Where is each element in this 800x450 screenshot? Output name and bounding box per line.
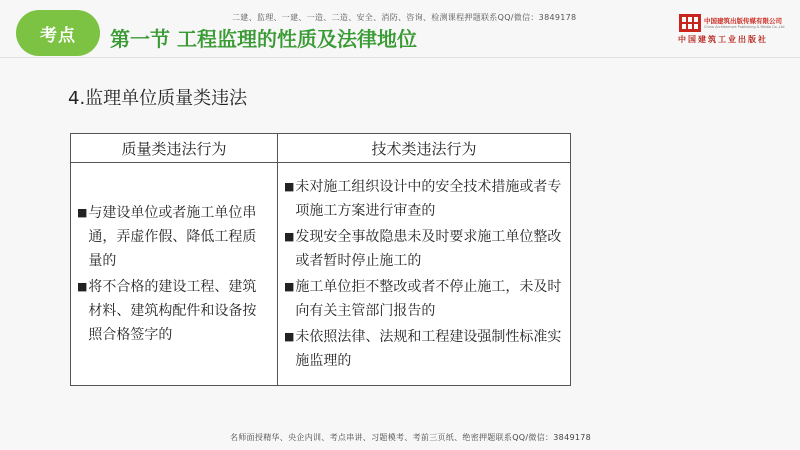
kaodian-badge [16,10,100,56]
list-item-text: 将不合格的建设工程、建筑材料、建筑构配件和设备按照合格签字的 [88,279,257,343]
content-subheading: 4.监理单位质量类违法 [68,88,248,109]
square-bullet-icon: ■ [284,330,295,343]
square-bullet-icon: ■ [284,280,295,293]
list-item [284,175,566,223]
square-bullet-icon: ■ [77,206,88,219]
list-item [77,275,269,347]
quality-violations-list [71,201,277,347]
publisher-emblem-icon [678,13,702,33]
list-item-text: 施工单位拒不整改或者不停止施工，未及时向有关主管部门报告的 [295,279,562,319]
publisher-english-name: China Architecture Publishing & Media Co.,Ltd [704,25,785,29]
list-item [284,325,566,373]
technical-violations-list [278,175,570,373]
list-item-text: 发现安全事故隐患未及时要求施工单位整改或者暂时停止施工的 [295,229,562,269]
footer-banner: 名师面授精华、央企内训、考点串讲、习题模考、考前三页纸、绝密押题联系QQ/微信：3849178 [230,433,592,442]
header-banner: 二建、监理、一建、一造、二造、安全、消防、咨询、检测课程押题联系QQ/微信：3849178 [232,13,577,22]
section-title: 第一节 工程监理的性质及法律地位 [110,27,417,51]
header-quality-violations: 质量类违法行为 [71,134,278,163]
header-technical-violations: 技术类违法行为 [278,134,571,163]
publisher-name: 中国建筑出版传媒有限公司 [704,17,782,25]
square-bullet-icon: ■ [284,180,295,193]
violation-table [70,133,571,386]
header-divider [0,57,800,58]
list-item-text: 与建设单位或者施工单位串通，弄虚作假、降低工程质量的 [88,205,257,269]
list-item-text: 未对施工组织设计中的安全技术措施或者专项施工方案进行审查的 [295,179,562,219]
table-row [71,163,571,386]
list-item [284,275,566,323]
badge-label: 考点 [40,25,76,46]
table-header-row [71,134,571,163]
list-item [284,225,566,273]
publisher-logo [676,12,798,48]
list-item [77,201,269,273]
square-bullet-icon: ■ [77,280,88,293]
quality-violations-cell [71,163,278,386]
square-bullet-icon: ■ [284,230,295,243]
list-item-text: 未依照法律、法规和工程建设强制性标准实施监理的 [295,329,562,369]
publisher-calligraphy: 中国建筑工业出版社 [678,34,768,44]
technical-violations-cell [278,163,571,386]
